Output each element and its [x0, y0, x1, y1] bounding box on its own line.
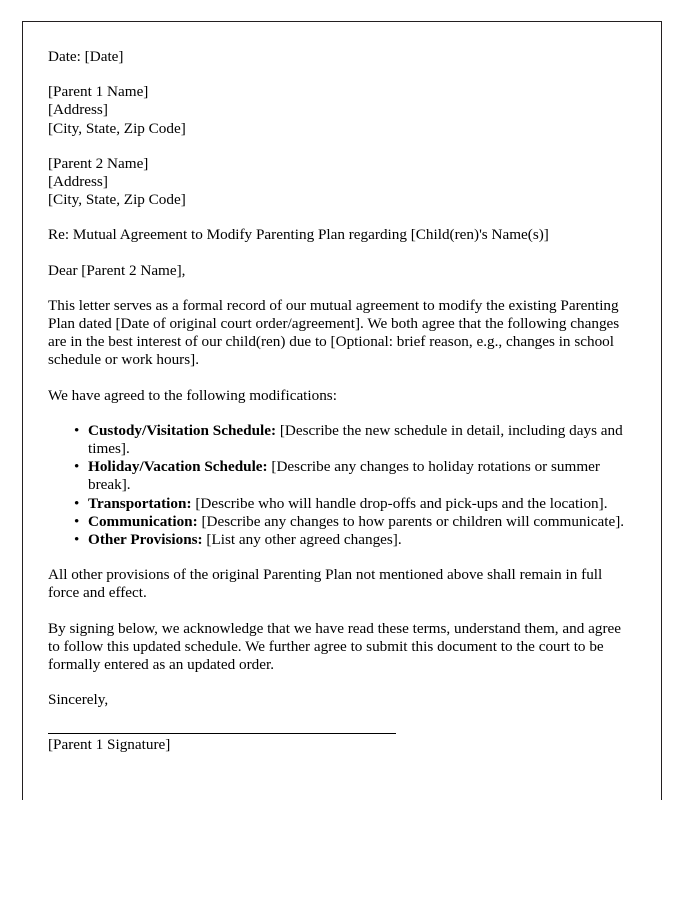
- signature-rule[interactable]: [48, 733, 396, 734]
- bullet-icon: •: [74, 531, 80, 549]
- modification-label: Holiday/Vacation Schedule:: [88, 458, 268, 476]
- signature-caption: [Parent 1 Signature]: [48, 736, 171, 754]
- modification-text: [Describe any changes to how parents or children will communicate].: [197, 512, 625, 530]
- recipient-address-block: [48, 155, 626, 210]
- sender-street: [Address]: [48, 101, 108, 119]
- list-item: [48, 458, 626, 494]
- list-intro-paragraph: We have agreed to the following modifications:: [48, 386, 337, 404]
- modifications-list: [48, 422, 626, 549]
- list-item: [48, 495, 626, 513]
- document-page-frame: [22, 21, 662, 800]
- closing-line: Sincerely,: [48, 691, 109, 709]
- list-item: [48, 513, 626, 531]
- modification-text: [Describe who will handle drop-offs and pick-ups and the location].: [191, 494, 608, 512]
- modification-text: [Describe the new schedule in detail, including days and times].: [88, 421, 623, 458]
- modification-label: Transportation:: [88, 494, 192, 512]
- remainder-paragraph: All other provisions of the original Parenting Plan not mentioned above shall remain in full force and effect.: [48, 566, 603, 602]
- intro-paragraph: This letter serves as a formal record of our mutual agreement to modify the existing Parenting Plan dated [Date of original court order/agreement]. We both agree that the following changes are in the best interest of our child(ren) due to [Optional: brief reason, e.g., changes in school schedule or work hours].: [48, 296, 620, 369]
- bullet-icon: •: [74, 458, 80, 476]
- bullet-icon: •: [74, 494, 80, 512]
- modification-text: [Describe any changes to holiday rotations or summer break].: [88, 458, 600, 494]
- date-line: Date: [Date]: [48, 48, 124, 65]
- list-item: [48, 422, 626, 458]
- modification-text: [List any other agreed changes].: [202, 531, 402, 549]
- recipient-street: [Address]: [48, 173, 108, 191]
- recipient-name: [Parent 2 Name]: [48, 154, 149, 172]
- bullet-icon: •: [74, 421, 80, 439]
- acknowledgement-paragraph: By signing below, we acknowledge that we have read these terms, understand them, and agree to follow this updated schedule. We further agree to submit this document to the court to be formally entered as an updated order.: [48, 619, 621, 674]
- modification-label: Other Provisions:: [88, 531, 203, 549]
- sender-city-state-zip: [City, State, Zip Code]: [48, 119, 186, 137]
- modification-label: Custody/Visitation Schedule:: [88, 421, 277, 439]
- signature-block: [48, 733, 626, 754]
- bullet-icon: •: [74, 512, 80, 530]
- salutation: Dear [Parent 2 Name],: [48, 261, 186, 279]
- sender-name: [Parent 1 Name]: [48, 83, 149, 101]
- list-item: [48, 531, 626, 549]
- date-block: [48, 48, 626, 66]
- recipient-city-state-zip: [City, State, Zip Code]: [48, 191, 186, 209]
- letter-content: [48, 48, 626, 755]
- modification-label: Communication:: [88, 512, 198, 530]
- subject-line: Re: Mutual Agreement to Modify Parenting Plan regarding [Child(ren)'s Name(s)]: [48, 226, 549, 244]
- sender-address-block: [48, 83, 626, 138]
